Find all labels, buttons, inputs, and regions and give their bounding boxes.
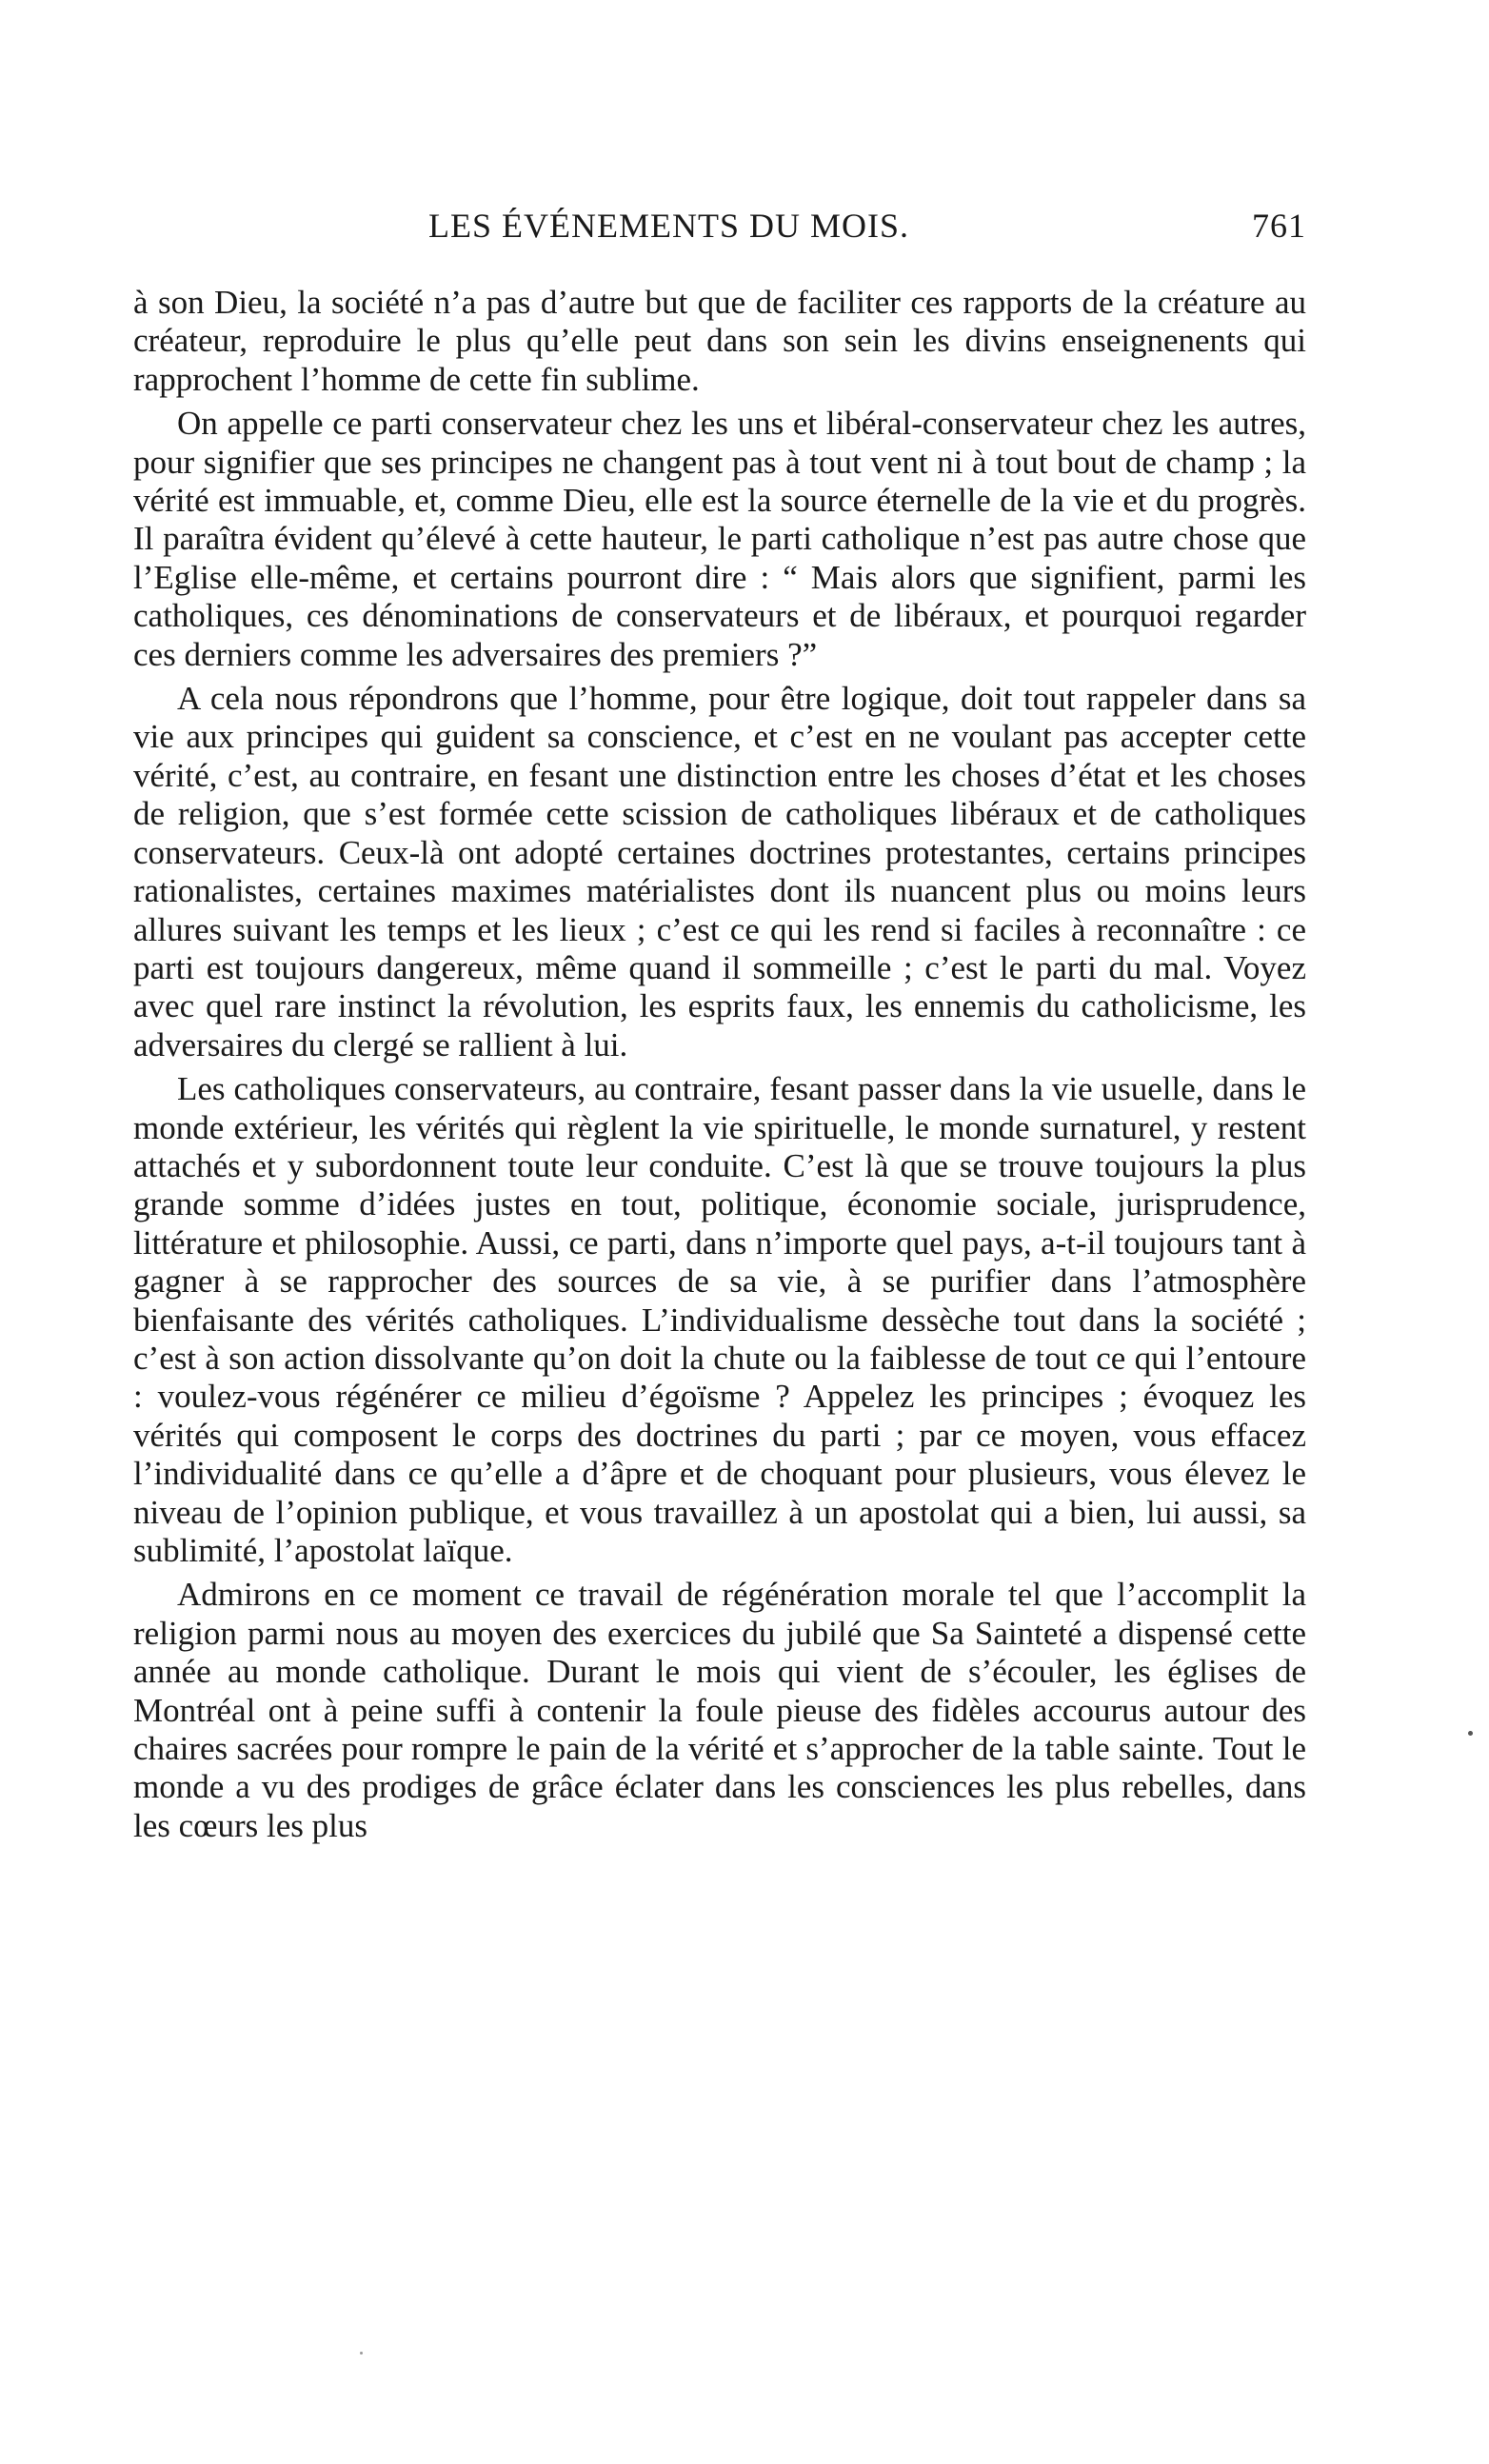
- paragraph: A cela nous répondrons que l’homme, pour être logique, doit tout rappeler dans sa vie aux principes qui guident sa conscience, et c’est en ne voulant pas accepter cette vérité, c’est, au contraire, en fesant une distinction entre les choses d’état et les choses de religion, que s’est formée cette scission de catholiques libéraux et de catholiques conservateurs. Ceux-là ont adopté certaines doctrines protestantes, certains principes rationalistes, certaines maximes matérialistes dont ils nuancent plus ou moins leurs allures suivant les temps et les lieux ; c’est ce qui les rend si faciles à reconnaître : ce parti est toujours dangereux, même quand il sommeille ; c’est le parti du mal. Voyez avec quel rare instinct la révolution, les esprits faux, les ennemis du catholicisme, les adversaires du clergé se rallient à lui.: [133, 680, 1306, 1063]
- paragraph-continued: à son Dieu, la société n’a pas d’autre but que de faciliter ces rapports de la créature au créateur, reproduire le plus qu’elle peut dans son sein les divins enseignenents qui rapprochent l’homme de cette fin sublime.: [133, 284, 1306, 398]
- paragraph: On appelle ce parti conservateur chez les uns et libéral-conservateur chez les autres, pour signifier que ses principes ne changent pas à tout vent ni à tout bout de champ ; la vérité est immuable, et, comme Dieu, elle est la source éternelle de la vie et du progrès. Il paraîtra évident qu’élevé à cette hauteur, le parti catholique n’est pas autre chose que l’Eglise elle-même, et certains pourront dire : “ Mais alors que signifient, parmi les catholiques, ces dénominations de conservateurs et de libéraux, et pourquoi regarder ces derniers comme les adversaires des premiers ?”: [133, 405, 1306, 673]
- margin-speck: [1468, 1731, 1473, 1736]
- book-page: [133, 200, 1306, 1851]
- page-number: 761: [1252, 207, 1306, 245]
- paragraph: Les catholiques conservateurs, au contraire, fesant passer dans la vie usuelle, dans le monde extérieur, les vérités qui règlent la vie spirituelle, le monde surnaturel, y restent attachés et y subordonnent toute leur conduite. C’est là que se trouve toujours la plus grande somme d’idées justes en tout, politique, économie sociale, jurisprudence, littérature et philosophie. Aussi, ce parti, dans n’importe quel pays, a-t-il toujours tant à gagner à se rapprocher des sources de sa vie, à se purifier dans l’atmosphère bienfaisante des vérités catholiques. L’individualisme dessèche tout dans la société ; c’est à son action dissolvante qu’on doit la chute ou la faiblesse de tout ce qui l’entoure : voulez-vous régénérer ce milieu d’égoïsme ? Appelez les principes ; évoquez les vérités qui composent le corps des doctrines du parti ; par ce moyen, vous effacez l’individualité dans ce qu’elle a d’âpre et de choquant pour plusieurs, vous élevez le niveau de l’opinion publique, et vous travaillez à un apostolat qui a bien, lui aussi, sa sublimité, l’apostolat laïque.: [133, 1070, 1306, 1569]
- paragraph: Admirons en ce moment ce travail de régénération morale tel que l’accomplit la religion parmi nous au moyen des exercices du jubilé que Sa Sainteté a dispensé cette année au monde catholique. Durant le mois qui vient de s’écouler, les églises de Montréal ont à peine suffi à contenir la foule pieuse des fidèles accourus autour des chaires sacrées pour rompre le pain de la vérité et s’approcher de la table sainte. Tout le monde a vu des prodiges de grâce éclater dans les consciences les plus rebelles, dans les cœurs les plus: [133, 1576, 1306, 1844]
- running-head: [133, 200, 1306, 257]
- page-speck: [360, 2352, 363, 2355]
- body-text: [133, 284, 1306, 1845]
- running-title: LES ÉVÉNEMENTS DU MOIS.: [428, 207, 909, 245]
